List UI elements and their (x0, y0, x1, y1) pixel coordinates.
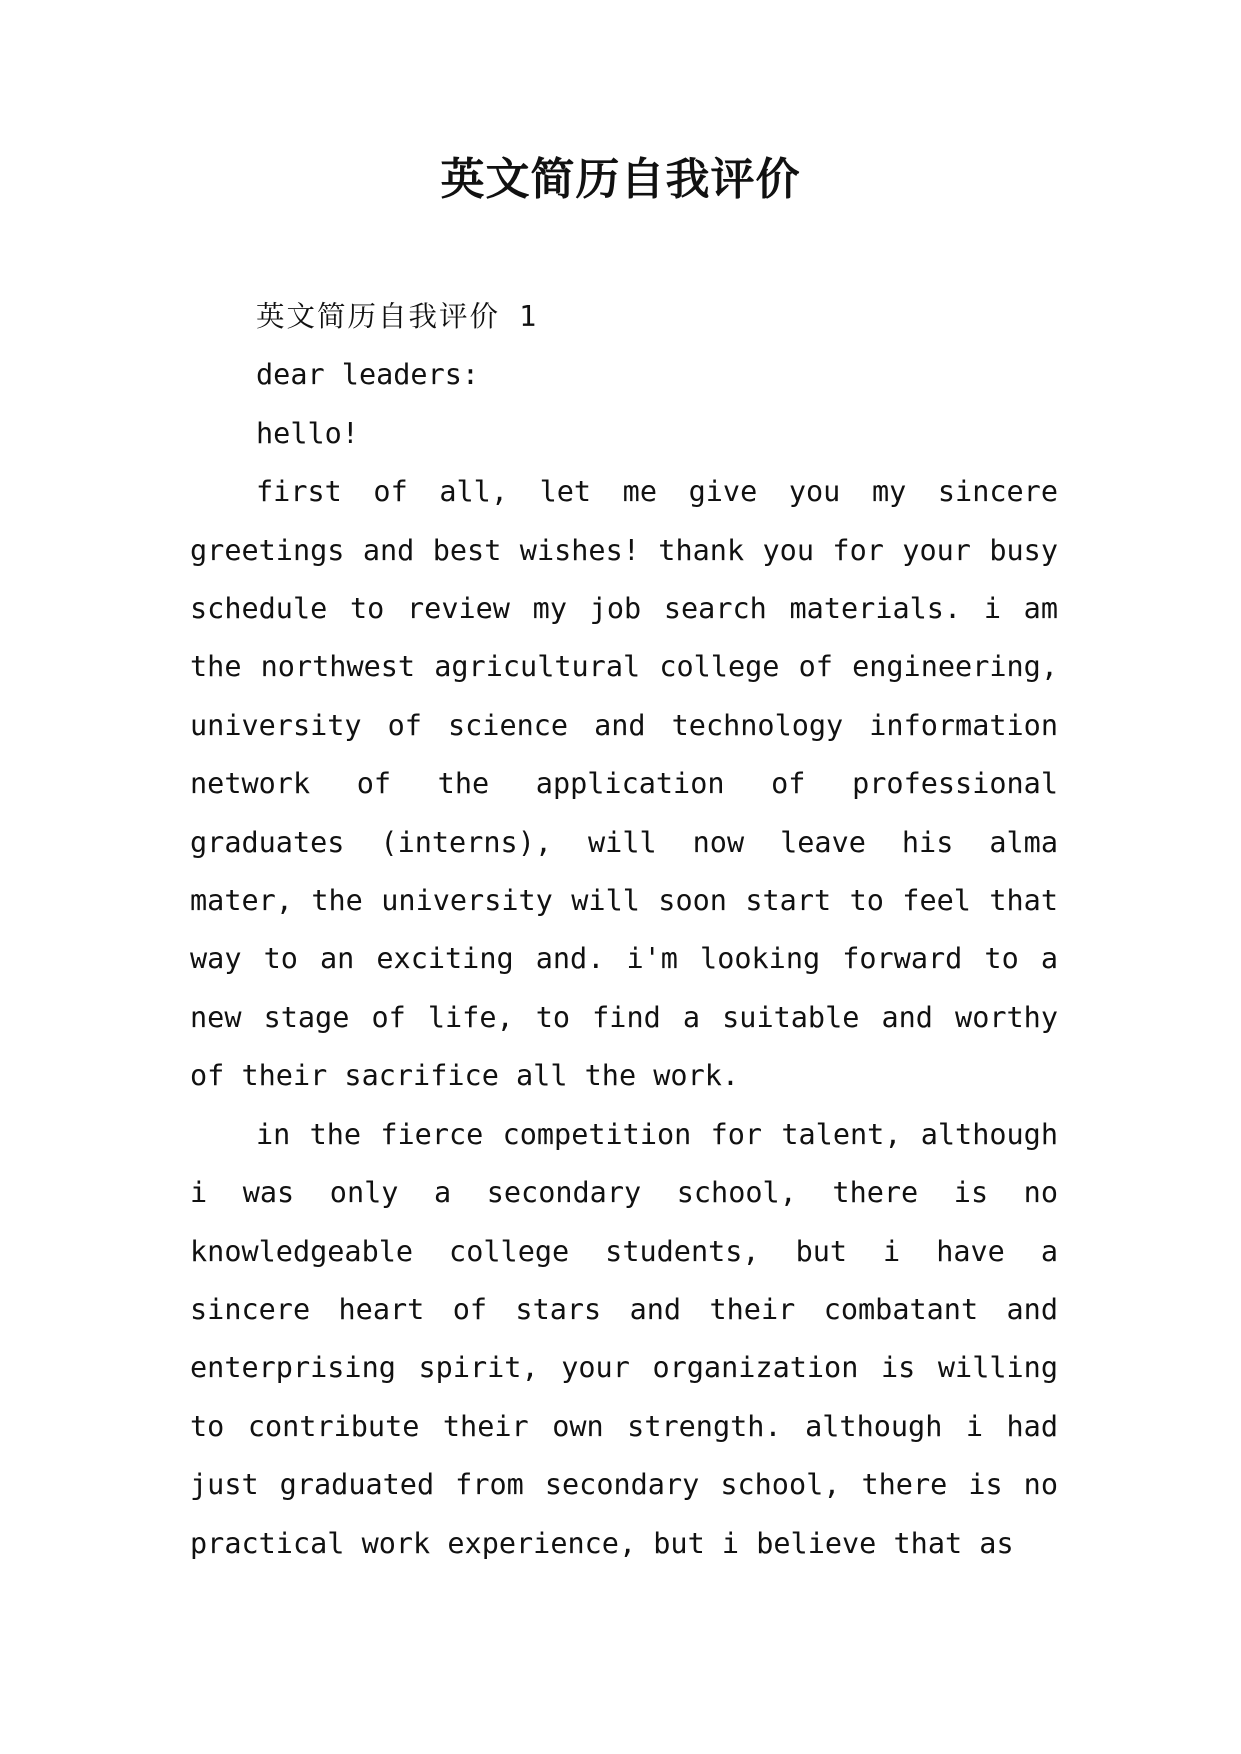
paragraph-1: first of all, let me give you my sincere greetings and best wishes! thank you for your busy schedule to review my job search materials. i am the northwest agricultural college of engineering, university of science and technology information network of the application of professional graduates (interns), will now leave his alma mater, the university will soon start to feel that way to an exciting and. i'm looking forward to a new stage of life, to find a suitable and worthy of their sacrifice all the work. (190, 475, 1058, 1093)
document-title: 英文简历自我评价 (440, 154, 801, 205)
greeting: hello! (256, 416, 359, 450)
section-heading: 英文简历自我评价 1 (256, 300, 539, 333)
document-body (190, 288, 1058, 1573)
salutation: dear leaders: (256, 358, 480, 392)
paragraph-2: in the fierce competition for talent, although i was only a secondary school, there is no knowledgeable college students, but i have a sincere heart of stars and their combatant and enterprising spirit, your organization is willing to contribute their own strength. although i had just graduated from secondary school, there is no practical work experience, but i believe that as (190, 1117, 1058, 1560)
